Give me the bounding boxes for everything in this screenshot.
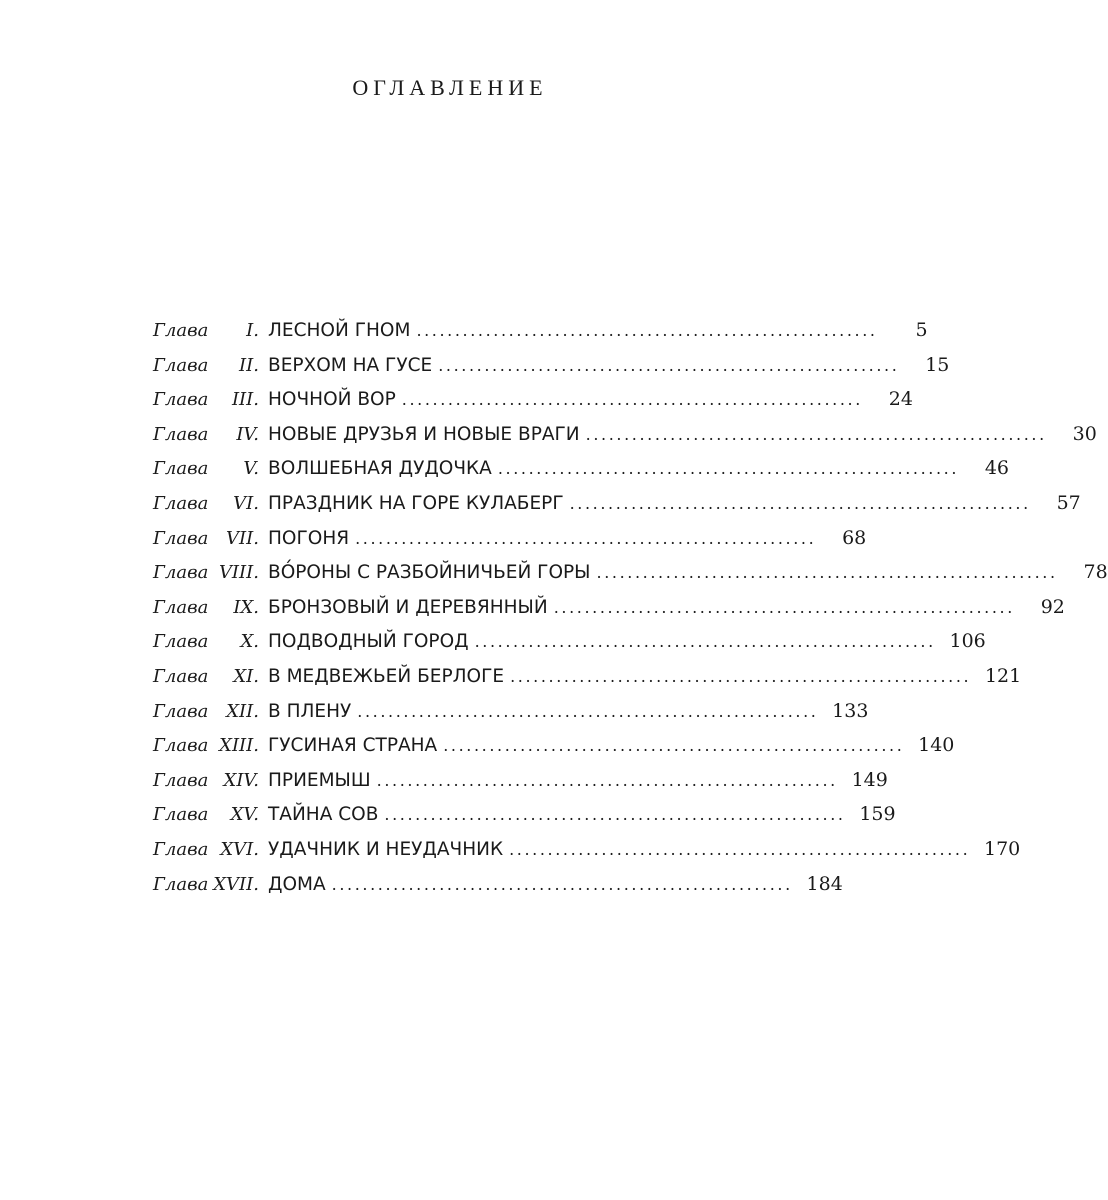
chapter-title: ГУСИНАЯ СТРАНА	[268, 735, 438, 757]
dot-leader: ............................................................	[497, 459, 959, 479]
chapter-title: ЛЕСНОЙ ГНОМ	[268, 320, 411, 341]
dot-leader: ............................................................	[355, 528, 817, 548]
chapter-numeral: IV.	[236, 423, 259, 445]
toc-entry[interactable]	[153, 417, 1097, 452]
chapter-page-number: 133	[832, 699, 869, 722]
chapter-title: УДАЧНИК И НЕУДАЧНИК	[268, 838, 504, 860]
chapter-numeral: II.	[239, 354, 259, 376]
chapter-label: Глава	[153, 423, 209, 445]
toc-entry[interactable]	[153, 728, 955, 763]
chapter-title: ПРАЗДНИК НА ГОРЕ КУЛАБЕРГ	[268, 492, 564, 514]
dot-leader: ............................................................	[509, 839, 971, 859]
chapter-title: ПРИЕМЫШ	[268, 769, 371, 791]
chapter-page-number: 30	[1072, 422, 1097, 445]
chapter-numeral: XVI.	[220, 838, 259, 860]
toc-entry[interactable]	[153, 555, 1108, 590]
chapter-page-number: 159	[859, 803, 896, 826]
toc-entry[interactable]	[153, 867, 843, 902]
chapter-numeral: X.	[240, 631, 259, 653]
dot-leader: ............................................................	[585, 424, 1047, 444]
chapter-title: ТАЙНА СОВ	[268, 804, 379, 826]
chapter-page-number: 78	[1083, 561, 1108, 584]
chapter-numeral: I.	[246, 320, 259, 341]
dot-leader: ............................................................	[384, 805, 846, 825]
toc-entry[interactable]	[153, 521, 867, 556]
chapter-label: Глава	[153, 700, 209, 722]
dot-leader: ............................................................	[401, 390, 863, 410]
chapter-numeral: V.	[243, 458, 259, 480]
chapter-title: ВО́РОНЫ С РАЗБОЙНИЧЬЕЙ ГОРЫ	[268, 562, 591, 584]
chapter-page-number: 57	[1056, 491, 1081, 514]
chapter-title: ПОГОНЯ	[268, 527, 350, 549]
chapter-numeral: XVII.	[213, 873, 259, 895]
chapter-page-number: 106	[949, 630, 986, 653]
chapter-numeral: III.	[231, 389, 259, 411]
chapter-numeral: VI.	[233, 492, 259, 514]
chapter-label: Глава	[153, 665, 209, 687]
toc-entry[interactable]	[153, 590, 1065, 625]
chapter-title: БРОНЗОВЫЙ И ДЕРЕВЯННЫЙ	[268, 596, 548, 618]
chapter-label: Глава	[153, 873, 209, 895]
chapter-numeral: VII.	[226, 527, 259, 549]
chapter-numeral: XIV.	[223, 769, 259, 791]
chapter-label: Глава	[153, 527, 209, 549]
chapter-page-number: 15	[925, 353, 950, 376]
chapter-numeral: XIII.	[219, 735, 259, 757]
dot-leader: ............................................................	[553, 597, 1015, 617]
chapter-numeral: IX.	[233, 596, 259, 618]
dot-leader: ............................................................	[438, 355, 900, 375]
chapter-page-number: 68	[842, 526, 867, 549]
chapter-page-number: 121	[984, 664, 1022, 687]
chapter-numeral: XII.	[226, 700, 259, 722]
dot-leader: ............................................................	[416, 321, 878, 340]
chapter-title: ПОДВОДНЫЙ ГОРОД	[268, 631, 469, 653]
toc-entry[interactable]	[153, 797, 896, 832]
chapter-numeral: XV.	[230, 804, 259, 826]
chapter-title: В ПЛЕНУ	[268, 700, 352, 722]
chapter-page-number: 24	[888, 388, 913, 411]
chapter-label: Глава	[153, 562, 209, 584]
dot-leader: ............................................................	[331, 874, 793, 894]
dot-leader: ............................................................	[569, 493, 1031, 513]
chapter-title: НОЧНОЙ ВОР	[268, 389, 396, 411]
chapter-label: Глава	[153, 631, 209, 653]
chapter-title: НОВЫЕ ДРУЗЬЯ И НОВЫЕ ВРАГИ	[268, 423, 580, 445]
chapter-page-number: 5	[915, 319, 928, 341]
chapter-title: ВЕРХОМ НА ГУСЕ	[268, 354, 433, 376]
chapter-title: ДОМА	[268, 873, 326, 895]
chapter-label: Глава	[153, 735, 209, 757]
chapter-page-number: 149	[851, 768, 888, 791]
chapter-page-number: 92	[1040, 595, 1065, 618]
dot-leader: ............................................................	[376, 770, 838, 790]
chapter-label: Глава	[153, 804, 209, 826]
toc-entry[interactable]	[153, 313, 928, 348]
toc-entry[interactable]	[153, 624, 986, 659]
chapter-title: В МЕДВЕЖЬЕЙ БЕРЛОГЕ	[268, 665, 505, 687]
chapter-label: Глава	[153, 320, 209, 341]
dot-leader: ............................................................	[443, 736, 905, 756]
chapter-page-number: 140	[918, 734, 955, 757]
chapter-label: Глава	[153, 492, 209, 514]
dot-leader: ............................................................	[596, 563, 1058, 583]
toc-entry[interactable]	[153, 763, 888, 798]
toc-entry[interactable]	[153, 486, 1081, 521]
chapter-label: Глава	[153, 458, 209, 480]
chapter-numeral: XI.	[233, 665, 259, 687]
chapter-page-number: 46	[984, 457, 1009, 480]
toc-entry[interactable]	[153, 451, 1009, 486]
dot-leader: ............................................................	[474, 632, 936, 652]
chapter-page-number: 184	[806, 872, 843, 895]
chapter-label: Глава	[153, 838, 209, 860]
dot-leader: ............................................................	[357, 701, 819, 721]
page-title: ОГЛАВЛЕНИЕ	[352, 75, 548, 100]
table-of-contents	[153, 313, 1108, 901]
chapter-label: Глава	[153, 389, 209, 411]
toc-entry[interactable]	[153, 832, 1021, 867]
chapter-numeral: VIII.	[218, 562, 259, 584]
chapter-label: Глава	[153, 354, 209, 376]
chapter-label: Глава	[153, 769, 209, 791]
toc-entry[interactable]	[153, 382, 913, 417]
chapter-title: ВОЛШЕБНАЯ ДУДОЧКА	[268, 458, 492, 480]
chapter-label: Глава	[153, 596, 209, 618]
toc-entry[interactable]	[153, 348, 950, 383]
toc-entry[interactable]	[153, 659, 1022, 694]
toc-entry[interactable]	[153, 694, 869, 729]
dot-leader: ............................................................	[510, 666, 972, 686]
chapter-page-number: 170	[984, 837, 1021, 860]
